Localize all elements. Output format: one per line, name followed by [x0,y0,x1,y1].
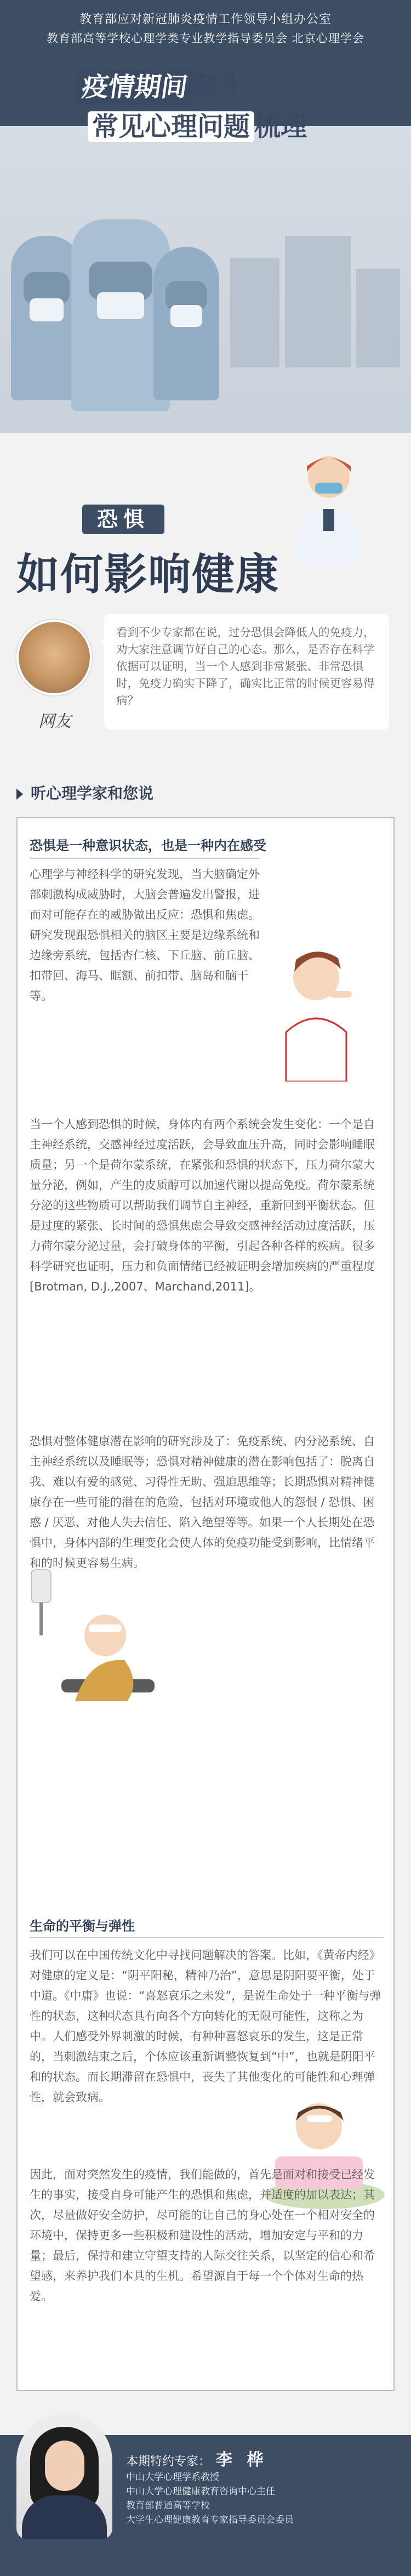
expert-title: 本期特约专家： 李 桦 [126,2450,268,2470]
section-1-para-1: 心理学与神经科学的研究发现，当大脑确定外部刺激构成威胁时，大脑会普遍发出警报，进而对可能存在的威胁做出反应：恐惧和焦虑。研究发现跟恐惧相关的脑区主要是边缘系统和边缘旁系统，包括杏仁核、下丘脑、前丘脑、扣带回、海马、眶额、前扣带、脑岛和脑干等。 [30,868,260,1003]
divider [30,858,260,859]
cat-avatar [16,620,92,695]
netizen-question: 看到不少专家都在说，过分恐惧会降低人的免疫力，劝大家注意调节好自己的心态。那么，是否存在科学依据可以证明，当一个人感到非常紧张、非常恐惧时，免疫力确实下降了，确实比正常的时候更容易得病？ [104,614,389,729]
expert-credentials: 中山大学心理学系教授 中山大学心理健康教育咨询中心主任 教育部普通高等学校 大学生心理健康教育专家指导委员会委员 [126,2472,294,2526]
patient-chair-illustration [23,1564,165,1740]
building-shape [285,236,351,367]
subsection-title-1: 恐惧是一种意识状态，也是一种内在感受 [30,838,266,853]
building-shape [356,269,400,367]
section-heading: 听心理学家和您说 [16,782,153,803]
section-1-para-2: 当一个人感到恐惧的时候，身体内有两个系统会发生变化：一个是自主神经系统，交感神经过度活跃，会导致血压升高，同时会影响睡眠质量；另一个是荷尔蒙系统，在紧张和恐惧的状态下，压力荷尔蒙大量分泌，例如，产生的皮质醇可以加速代谢以提高免疫。荷尔蒙系统分泌的这些物质可以帮助我们调节自主神经，重新回到平衡状态。但是过度的紧张、长时间的恐惧焦虑会导致交感神经活动过度活跃，压力荷尔蒙分泌过量，会打破身体的平衡，引起各种各样的疾病。很多科学研究也证明，压力和负面情绪已经被证明会增加疾病的严重程度 [Brotman, D.J.,2007、Marchand,2011]。 [30,1118,375,1293]
medical-worker-illustration [0,126,411,433]
title-banner [66,70,351,152]
expert-footer [0,2435,411,2576]
sick-person-illustration [264,939,379,1082]
fear-title-section [0,433,411,614]
banner-highlight-2: 常见心理问题 [88,111,254,142]
triangle-icon [16,789,23,800]
subsection-title-2: 生命的平衡与弹性 [30,1918,135,1934]
fear-badge: 恐惧 [82,505,164,534]
expert-photo [16,2413,112,2539]
section-1-para-3: 恐惧对整体健康潜在影响的研究涉及了：免疫系统、内分泌系统、自主神经系统以及睡眠等；恐惧对精神健康的潜在影响包括了：脱离自我、难以有爱的感觉、习得性无助、强迫思维等；长期恐惧对精神健康存在一些可能的潜在的危险，包括对环境或他人的怨恨 / 恐惧、困惑 / 厌恶、对他人失去信任、陷入绝望等等。如果一个人长期处在恐惧中，身体内部的生理变化会使人体的免疫功能受到影响，比情绪平和的时候更容易生病。 [30,1435,375,1570]
doctor-illustration [285,444,373,565]
netizen-card [16,614,395,740]
building-shape [230,258,279,367]
content-box [16,817,395,2391]
org-line-1: 教育部应对新冠肺炎疫情工作领导小组办公室 [79,13,332,26]
section-2-para-1: 我们可以在中国传统文化中寻找问题解决的答案。比如，《黄帝内经》对健康的定义是：“阴平阳秘，精神乃治”，意思是阴阳要平衡，处于中道。《中庸》也说：“喜怒哀乐之未发”，是说生命处于一种平衡与弹性的状态，这种状态具有向各个方向转化的无限可能性，这称之为中。人们感受外界刺激的时候，有种种喜怒哀乐的发生，这是正常的，当刺激结束之后，个体应该重新调整恢复到“中”，也就是阴阳平和的状态。而长期滞留在恐惧中，丧失了其他变化的可能性和心理弹性，就会致病。 [30,1949,381,2104]
section-2-para-2: 因此，面对突然发生的疫情，我们能做的，首先是面对和接受已经发生的事实，接受自身可能产生的恐惧和焦虑，并适度的加以表达；其次，尽量做好安全防护，尽可能的让自己的身心处在一个相对安全的环境中，保持更多一些积极和建设性的活动，增加安定与平和的力量；最后，保持和建立守望支持的人际交往关系，以坚定的信心和希望感，来养护我们本具的生机。希望源自于每一个个体对生命的热爱。 [30,2168,375,2303]
expert-name: 李 桦 [216,2450,268,2470]
banner-rest-2: 梳理 [254,111,307,142]
banner-highlight-1: 疫情期间 [75,70,196,104]
fear-title: 如何影响健康 [16,550,280,599]
divider [30,1937,384,1938]
medical-worker-figure [153,247,219,400]
org-line-2: 教育部高等学校心理学类专业教学指导委员会 北京心理学会 [47,32,364,45]
netizen-name: 网友 [38,712,71,731]
banner-rest-1: 师生 [193,72,246,103]
